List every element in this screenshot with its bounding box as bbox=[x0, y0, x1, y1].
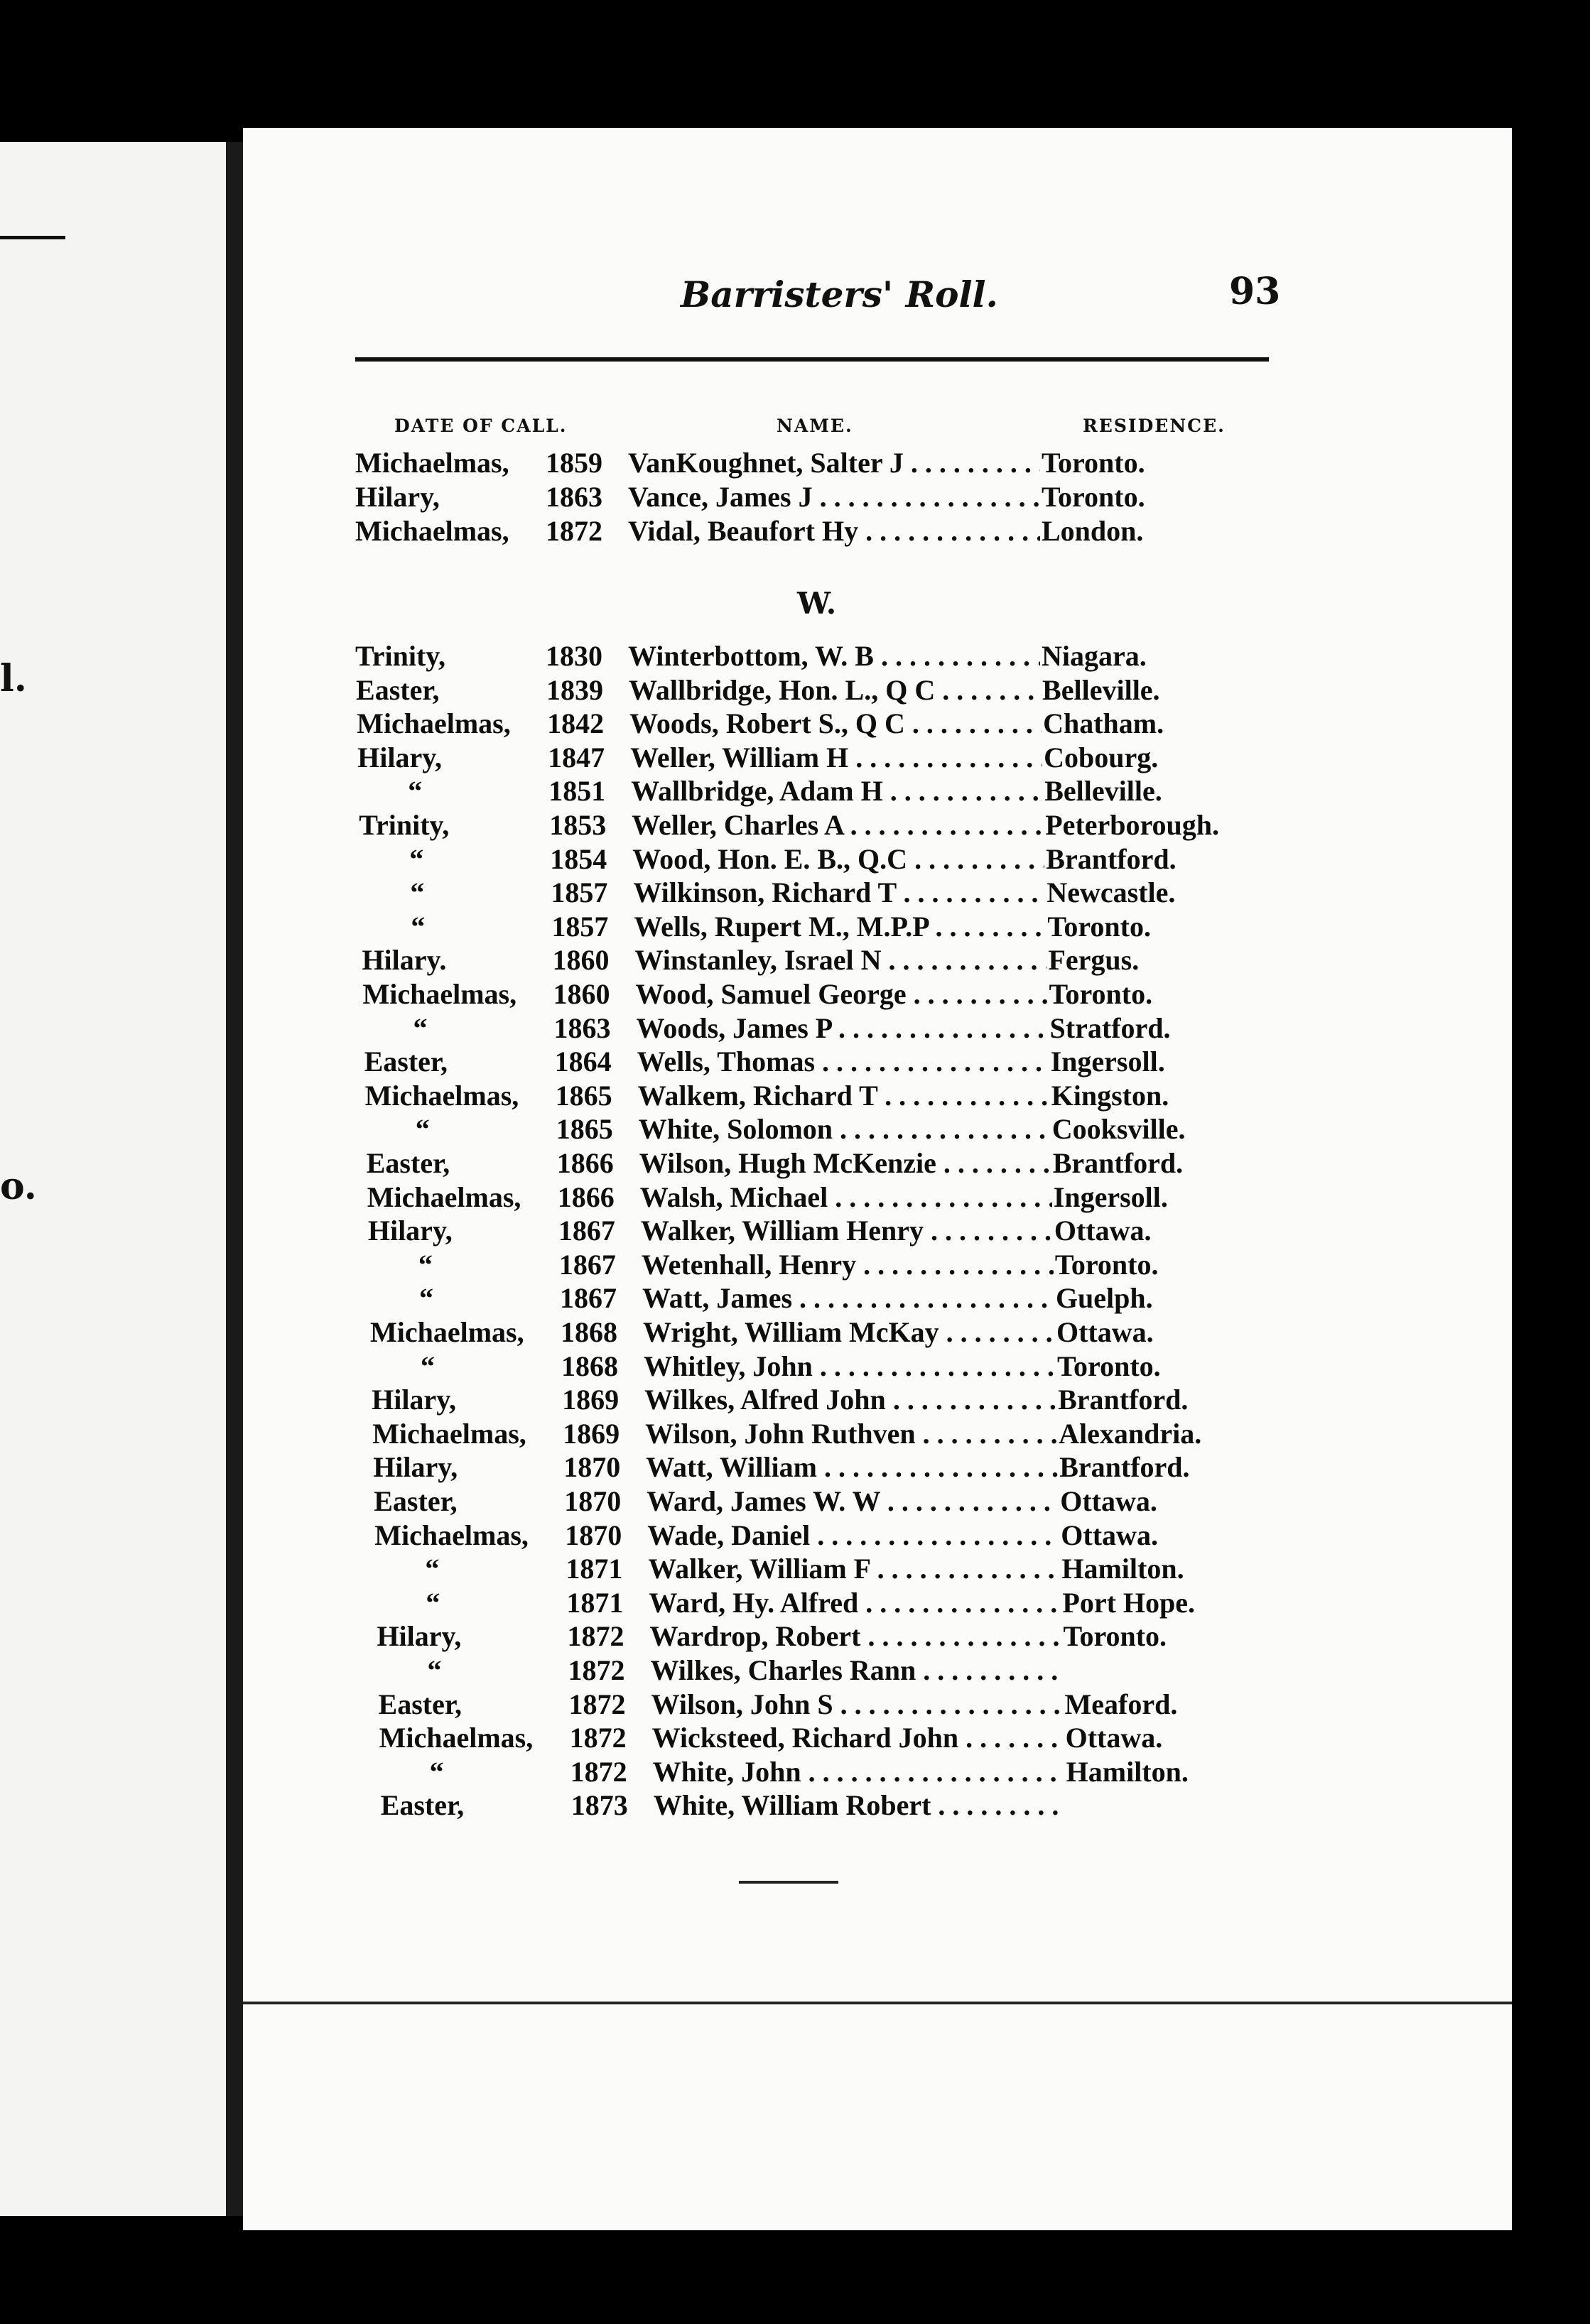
roll-entry bbox=[365, 1079, 1303, 1113]
year-cell: 1869 bbox=[562, 1384, 620, 1416]
name-cell: Wells, Rupert M., M.P.P . . . bbox=[634, 910, 1046, 943]
residence-cell: Fergus. bbox=[1048, 944, 1140, 977]
year-cell: 1867 bbox=[558, 1248, 616, 1281]
residence-cell: Guelph. bbox=[1055, 1282, 1153, 1315]
term-cell: Michaelmas, bbox=[364, 1079, 519, 1112]
residence-cell: Toronto. bbox=[1042, 481, 1145, 513]
year-cell: 1853 bbox=[549, 809, 607, 841]
year-cell: 1871 bbox=[566, 1586, 624, 1619]
name-cell: Weller, William H . . . bbox=[630, 741, 1042, 774]
term-cell: “ bbox=[415, 1113, 430, 1146]
roll-entry bbox=[372, 1417, 1310, 1451]
year-cell: 1872 bbox=[568, 1688, 626, 1720]
year-cell: 1851 bbox=[548, 775, 606, 808]
term-cell: “ bbox=[408, 775, 423, 808]
roll-entry bbox=[361, 910, 1299, 944]
facing-page-fragment: l. bbox=[0, 657, 27, 700]
name-cell: Walsh, Michael . . . bbox=[640, 1180, 1052, 1214]
name-cell: Watt, William . . . bbox=[646, 1450, 1058, 1484]
roll-entry bbox=[373, 1450, 1311, 1484]
term-cell: Michaelmas, bbox=[357, 707, 511, 740]
header-rule bbox=[355, 357, 1269, 362]
year-cell: 1867 bbox=[559, 1282, 617, 1315]
year-cell: 1866 bbox=[556, 1147, 614, 1179]
term-cell: Michaelmas, bbox=[355, 515, 509, 547]
roll-entry bbox=[369, 1281, 1307, 1315]
column-header-name: NAME. bbox=[777, 416, 853, 436]
residence-cell: Ottawa. bbox=[1056, 1316, 1154, 1348]
residence-cell: Cooksville. bbox=[1051, 1113, 1186, 1146]
year-cell: 1863 bbox=[546, 481, 602, 513]
residence-cell: Toronto. bbox=[1049, 978, 1153, 1010]
residence-cell: Toronto. bbox=[1063, 1620, 1167, 1653]
roll-entry bbox=[370, 1315, 1308, 1350]
residence-cell: Peterborough. bbox=[1045, 809, 1220, 841]
term-cell: Hilary, bbox=[367, 1215, 453, 1247]
residence-cell: Brantford. bbox=[1046, 842, 1177, 875]
term-cell: “ bbox=[426, 1586, 440, 1619]
term-cell: “ bbox=[413, 1011, 428, 1044]
page-fold-line bbox=[243, 2002, 1512, 2004]
name-cell: Woods, James P . . . bbox=[637, 1011, 1049, 1045]
year-cell: 1872 bbox=[570, 1755, 627, 1788]
term-cell: Michaelmas, bbox=[379, 1722, 534, 1754]
name-cell: VanKoughnet, Salter J . . . bbox=[628, 446, 1040, 479]
name-cell: White, William Robert . . . bbox=[654, 1788, 1066, 1822]
name-cell: White, John . . . bbox=[653, 1755, 1065, 1788]
roll-entry bbox=[357, 741, 1295, 775]
roll-entry bbox=[359, 842, 1297, 876]
term-cell: Michaelmas, bbox=[372, 1417, 526, 1450]
roll-entry bbox=[379, 1721, 1317, 1755]
year-cell: 1870 bbox=[564, 1485, 622, 1517]
residence-cell: Brantford. bbox=[1058, 1384, 1189, 1416]
roll-entry bbox=[378, 1654, 1316, 1688]
residence-cell: Alexandria. bbox=[1059, 1417, 1202, 1450]
name-cell: Wilkes, Charles Rann . . . bbox=[651, 1654, 1063, 1687]
roll-entry bbox=[374, 1484, 1312, 1519]
year-cell: 1842 bbox=[547, 707, 605, 740]
term-cell: “ bbox=[418, 1248, 433, 1281]
term-cell: “ bbox=[418, 1282, 433, 1315]
name-cell: Wardrop, Robert . . . bbox=[649, 1619, 1061, 1653]
year-cell: 1847 bbox=[548, 741, 605, 773]
name-cell: Winstanley, Israel N . . . bbox=[634, 943, 1047, 977]
term-cell: “ bbox=[421, 1350, 436, 1382]
year-cell: 1830 bbox=[546, 640, 602, 672]
roll-entry bbox=[364, 1045, 1302, 1079]
roll-entry bbox=[380, 1755, 1318, 1789]
name-cell: Vidal, Beaufort Hy . . . bbox=[628, 514, 1040, 548]
year-cell: 1872 bbox=[569, 1722, 627, 1754]
name-cell: Walker, William Henry . . . bbox=[641, 1214, 1053, 1247]
column-header-residence: RESIDENCE. bbox=[1083, 416, 1226, 436]
roll-entry bbox=[362, 943, 1299, 977]
year-cell: 1872 bbox=[567, 1620, 624, 1653]
term-cell: Easter, bbox=[378, 1688, 462, 1720]
roll-entry bbox=[356, 673, 1294, 707]
year-cell: 1873 bbox=[570, 1789, 628, 1822]
year-cell: 1857 bbox=[551, 910, 609, 943]
term-cell: Easter, bbox=[380, 1789, 465, 1822]
term-cell: Easter, bbox=[356, 673, 440, 706]
name-cell: Wood, Samuel George . . . bbox=[636, 977, 1048, 1011]
name-cell: Wilson, Hugh McKenzie . . . bbox=[639, 1146, 1051, 1180]
name-cell: Wallbridge, Adam H . . . bbox=[631, 774, 1043, 808]
name-cell: Wilson, John S . . . bbox=[651, 1688, 1064, 1721]
residence-cell: Niagara. bbox=[1042, 640, 1147, 672]
name-cell: Weller, Charles A . . . bbox=[632, 808, 1044, 842]
name-cell: Ward, James W. W . . . bbox=[647, 1484, 1059, 1518]
term-cell: Hilary, bbox=[377, 1620, 462, 1653]
name-cell: Wilkinson, Richard T . . . bbox=[633, 876, 1045, 909]
roll-entry bbox=[359, 808, 1297, 842]
residence-cell: Brantford. bbox=[1059, 1451, 1190, 1484]
residence-cell: Toronto. bbox=[1054, 1248, 1159, 1281]
name-cell: Ward, Hy. Alfred . . . bbox=[649, 1586, 1061, 1619]
name-cell: Whitley, John . . . bbox=[644, 1350, 1056, 1383]
residence-cell: Ingersoll. bbox=[1050, 1046, 1165, 1078]
term-cell: “ bbox=[410, 876, 425, 909]
roll-entry bbox=[366, 1112, 1304, 1146]
year-cell: 1869 bbox=[563, 1417, 620, 1450]
roll-entry bbox=[363, 977, 1301, 1011]
term-cell: Trinity, bbox=[355, 640, 446, 672]
name-cell: Wood, Hon. E. B., Q.C . . . bbox=[632, 842, 1044, 876]
year-cell: 1864 bbox=[554, 1046, 612, 1078]
term-cell: Michaelmas, bbox=[374, 1519, 529, 1551]
term-cell: “ bbox=[411, 910, 426, 943]
name-cell: Woods, Robert S., Q C . . . bbox=[629, 707, 1042, 740]
year-cell: 1872 bbox=[568, 1654, 625, 1686]
residence-cell: Port Hope. bbox=[1062, 1586, 1196, 1619]
name-cell: Wallbridge, Hon. L., Q C . . . bbox=[629, 673, 1041, 707]
residence-cell: Chatham. bbox=[1043, 707, 1164, 740]
term-cell: Michaelmas, bbox=[362, 978, 517, 1010]
name-cell: Wade, Daniel . . . bbox=[647, 1519, 1059, 1552]
term-cell: “ bbox=[429, 1755, 444, 1788]
name-cell: Walker, William F . . . bbox=[648, 1552, 1060, 1585]
residence-cell: Newcastle. bbox=[1047, 876, 1176, 909]
name-cell: Wilkes, Alfred John . . . bbox=[644, 1383, 1056, 1416]
term-cell: Michaelmas, bbox=[370, 1316, 524, 1348]
residence-cell: Stratford. bbox=[1049, 1011, 1171, 1044]
page-number: 93 bbox=[1229, 270, 1281, 313]
residence-cell: Hamilton. bbox=[1066, 1755, 1189, 1788]
roll-entry bbox=[369, 1248, 1307, 1282]
term-cell: Hilary. bbox=[362, 944, 447, 977]
roll-entry bbox=[357, 707, 1294, 741]
end-rule bbox=[739, 1881, 838, 1884]
term-cell: “ bbox=[425, 1553, 440, 1585]
name-cell: Wilson, John Ruthven . . . bbox=[645, 1417, 1057, 1450]
roll-entry bbox=[355, 446, 1293, 480]
year-cell: 1865 bbox=[555, 1079, 612, 1112]
name-cell: White, Solomon . . . bbox=[639, 1112, 1051, 1146]
year-cell: 1839 bbox=[546, 673, 604, 706]
residence-cell: Hamilton. bbox=[1061, 1553, 1184, 1585]
residence-cell: Ingersoll. bbox=[1053, 1180, 1168, 1213]
roll-entry bbox=[355, 514, 1293, 548]
term-cell: “ bbox=[427, 1654, 442, 1686]
term-cell: Hilary, bbox=[372, 1384, 456, 1416]
roll-entry bbox=[355, 639, 1293, 673]
residence-cell: Brantford. bbox=[1052, 1147, 1184, 1179]
residence-cell: Ottawa. bbox=[1060, 1485, 1157, 1517]
column-header-date-of-call: DATE OF CALL. bbox=[394, 416, 568, 436]
name-cell: Wetenhall, Henry . . . bbox=[642, 1248, 1054, 1281]
residence-cell: Kingston. bbox=[1051, 1079, 1169, 1112]
year-cell: 1866 bbox=[557, 1180, 615, 1213]
name-cell: Vance, James J . . . bbox=[628, 480, 1040, 514]
roll-entry bbox=[377, 1619, 1314, 1654]
term-cell: Michaelmas, bbox=[367, 1180, 521, 1213]
year-cell: 1868 bbox=[561, 1316, 617, 1348]
term-cell: Trinity, bbox=[359, 809, 450, 841]
residence-cell: Ottawa. bbox=[1054, 1215, 1152, 1247]
residence-cell: Ottawa. bbox=[1065, 1722, 1163, 1754]
year-cell: 1865 bbox=[556, 1113, 613, 1146]
residence-cell: Belleville. bbox=[1042, 673, 1160, 706]
roll-entry bbox=[376, 1586, 1314, 1620]
term-cell: Easter, bbox=[374, 1485, 458, 1517]
section-letter: W. bbox=[797, 586, 837, 621]
name-cell: Wicksteed, Richard John . . . bbox=[652, 1721, 1064, 1754]
year-cell: 1872 bbox=[546, 515, 602, 547]
residence-cell: Belleville. bbox=[1044, 775, 1162, 808]
name-cell: Watt, James . . . bbox=[642, 1281, 1054, 1315]
year-cell: 1860 bbox=[553, 978, 610, 1010]
roll-entry bbox=[379, 1688, 1316, 1722]
roll-entry bbox=[375, 1552, 1313, 1586]
roll-entry bbox=[358, 774, 1296, 808]
roll-entry bbox=[372, 1383, 1309, 1417]
roll-entry bbox=[355, 480, 1293, 514]
residence-cell: London. bbox=[1042, 515, 1144, 547]
residence-cell: Toronto. bbox=[1042, 447, 1145, 479]
year-cell: 1859 bbox=[546, 447, 602, 479]
residence-cell: Toronto. bbox=[1057, 1350, 1161, 1382]
running-title: Barristers' Roll. bbox=[681, 273, 998, 315]
year-cell: 1867 bbox=[558, 1215, 615, 1247]
book-gutter bbox=[226, 142, 244, 2216]
residence-cell: Toronto. bbox=[1047, 910, 1151, 943]
term-cell: Michaelmas, bbox=[355, 447, 509, 479]
term-cell: Hilary, bbox=[357, 741, 443, 773]
term-cell: Hilary, bbox=[355, 481, 440, 513]
year-cell: 1863 bbox=[553, 1011, 611, 1044]
term-cell: Hilary, bbox=[373, 1451, 458, 1484]
year-cell: 1871 bbox=[566, 1553, 623, 1585]
roll-entry bbox=[367, 1146, 1304, 1180]
roll-entry bbox=[371, 1350, 1309, 1384]
roll-entry bbox=[381, 1788, 1319, 1823]
residence-cell: Cobourg. bbox=[1044, 741, 1159, 773]
facing-page-fragment: o. bbox=[0, 1165, 37, 1208]
name-cell: Wells, Thomas . . . bbox=[637, 1045, 1049, 1078]
name-cell: Wright, William McKay . . . bbox=[643, 1315, 1055, 1349]
year-cell: 1857 bbox=[551, 876, 608, 909]
roll-entry bbox=[368, 1214, 1306, 1248]
facing-page-rule bbox=[0, 236, 65, 239]
year-cell: 1870 bbox=[563, 1451, 621, 1484]
year-cell: 1870 bbox=[565, 1519, 622, 1551]
roll-entry bbox=[374, 1519, 1312, 1553]
residence-cell: Ottawa. bbox=[1061, 1519, 1158, 1551]
year-cell: 1854 bbox=[550, 842, 607, 875]
roll-entry bbox=[360, 876, 1298, 910]
roll-entry bbox=[367, 1180, 1305, 1215]
roll-entry bbox=[364, 1011, 1302, 1046]
year-cell: 1868 bbox=[561, 1350, 619, 1382]
term-cell: Easter, bbox=[366, 1147, 450, 1179]
name-cell: Walkem, Richard T . . . bbox=[638, 1079, 1050, 1112]
year-cell: 1860 bbox=[552, 944, 610, 977]
name-cell: Winterbottom, W. B . . . bbox=[628, 639, 1040, 673]
term-cell: “ bbox=[409, 842, 424, 875]
term-cell: Easter, bbox=[364, 1046, 448, 1078]
residence-cell: Meaford. bbox=[1064, 1688, 1178, 1720]
